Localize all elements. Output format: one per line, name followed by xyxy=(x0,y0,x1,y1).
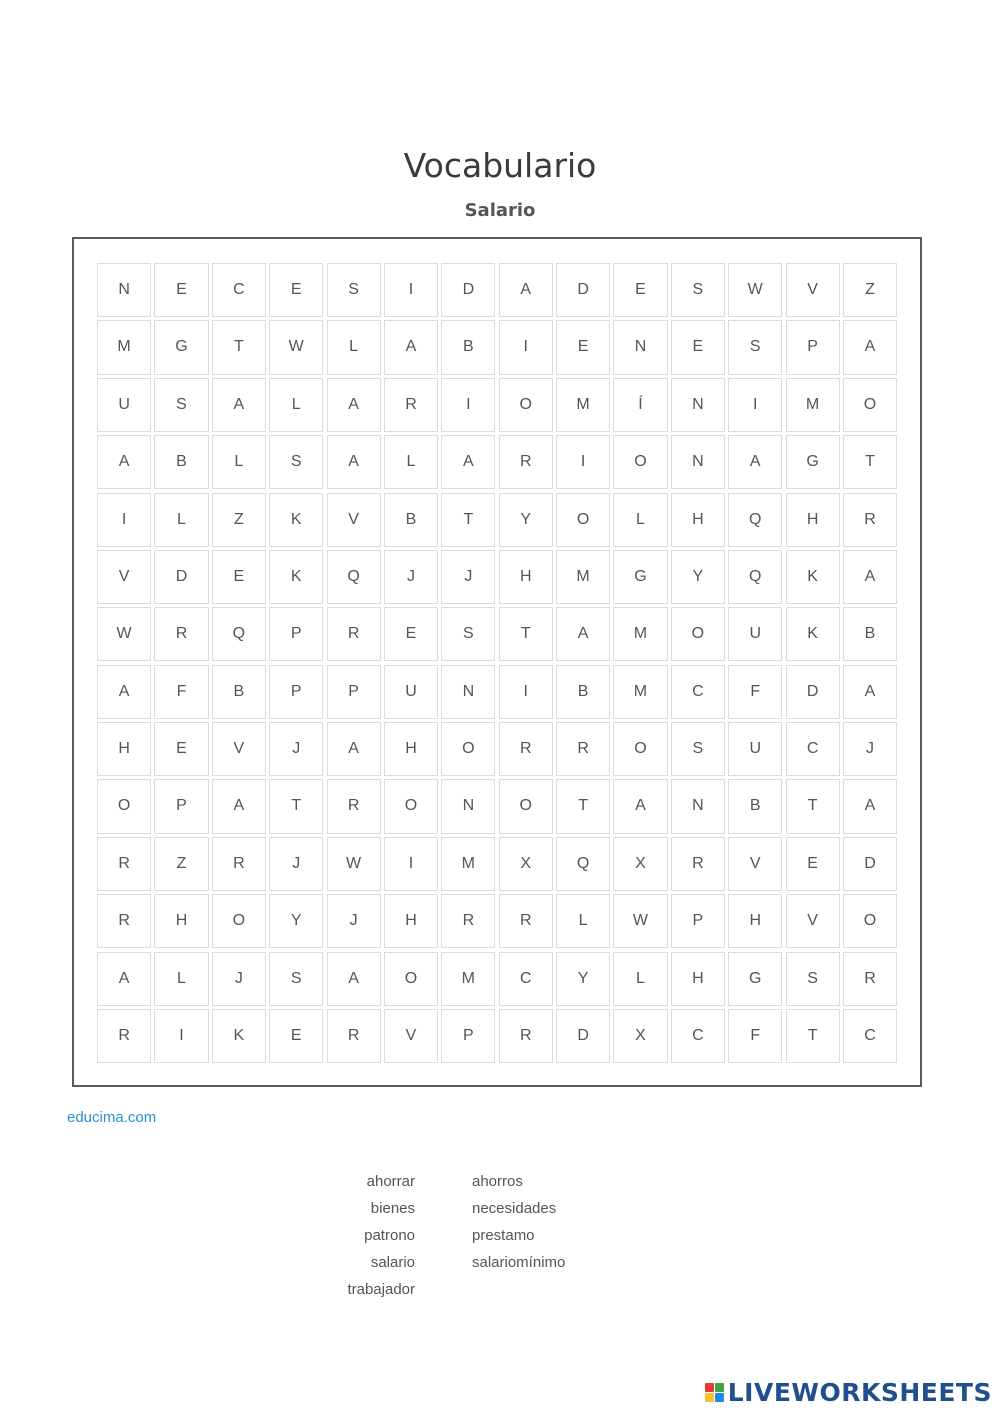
grid-cell[interactable]: G xyxy=(154,320,208,374)
grid-cell[interactable]: M xyxy=(613,607,667,661)
worksheet-subtitle: Salario xyxy=(464,200,536,221)
grid-cell[interactable]: X xyxy=(613,1009,667,1063)
grid-cell[interactable]: S xyxy=(327,263,381,317)
grid-cell[interactable]: L xyxy=(327,320,381,374)
grid-cell[interactable]: C xyxy=(212,263,266,317)
word-list-item: trabajador xyxy=(347,1281,415,1298)
logo-square xyxy=(715,1393,724,1402)
grid-cell[interactable]: T xyxy=(212,320,266,374)
logo-square xyxy=(705,1393,714,1402)
grid-cell[interactable]: I xyxy=(384,263,438,317)
grid-cell[interactable]: N xyxy=(671,435,725,489)
word-search-grid xyxy=(97,263,897,1063)
grid-cell[interactable]: O xyxy=(97,779,151,833)
grid-cell[interactable]: F xyxy=(154,665,208,719)
grid-cell[interactable]: H xyxy=(384,722,438,776)
grid-cell[interactable]: E xyxy=(384,607,438,661)
grid-cell[interactable]: R xyxy=(499,722,553,776)
grid-cell[interactable]: T xyxy=(843,435,897,489)
grid-cell[interactable]: D xyxy=(556,1009,610,1063)
grid-cell[interactable]: Y xyxy=(269,894,323,948)
grid-cell[interactable]: N xyxy=(671,779,725,833)
grid-cell[interactable]: L xyxy=(154,493,208,547)
grid-cell[interactable]: A xyxy=(384,320,438,374)
grid-cell[interactable]: E xyxy=(212,550,266,604)
grid-cell[interactable]: E xyxy=(269,263,323,317)
grid-cell[interactable]: A xyxy=(97,665,151,719)
grid-cell[interactable]: A xyxy=(843,665,897,719)
grid-cell[interactable]: I xyxy=(499,320,553,374)
grid-cell[interactable]: E xyxy=(613,263,667,317)
grid-cell[interactable]: V xyxy=(384,1009,438,1063)
grid-cell[interactable]: F xyxy=(728,1009,782,1063)
grid-cell[interactable]: A xyxy=(327,378,381,432)
grid-cell[interactable]: R xyxy=(97,1009,151,1063)
grid-cell[interactable]: A xyxy=(843,779,897,833)
grid-cell[interactable]: I xyxy=(154,1009,208,1063)
grid-cell[interactable]: N xyxy=(613,320,667,374)
grid-cell[interactable]: H xyxy=(671,952,725,1006)
grid-cell[interactable]: C xyxy=(499,952,553,1006)
grid-cell[interactable]: Q xyxy=(212,607,266,661)
grid-cell[interactable]: W xyxy=(613,894,667,948)
grid-cell[interactable]: R xyxy=(671,837,725,891)
grid-cell[interactable]: E xyxy=(154,263,208,317)
grid-cell[interactable]: L xyxy=(384,435,438,489)
grid-cell[interactable]: H xyxy=(97,722,151,776)
grid-cell[interactable]: V xyxy=(786,263,840,317)
grid-cell[interactable]: P xyxy=(327,665,381,719)
grid-cell[interactable]: B xyxy=(728,779,782,833)
grid-cell[interactable]: I xyxy=(97,493,151,547)
grid-cell[interactable]: H xyxy=(154,894,208,948)
grid-cell[interactable]: K xyxy=(786,607,840,661)
grid-cell[interactable]: S xyxy=(441,607,495,661)
grid-cell[interactable]: K xyxy=(786,550,840,604)
grid-cell[interactable]: E xyxy=(671,320,725,374)
grid-cell[interactable]: R xyxy=(154,607,208,661)
grid-cell[interactable]: I xyxy=(441,378,495,432)
grid-cell[interactable]: J xyxy=(269,837,323,891)
grid-cell[interactable]: A xyxy=(212,779,266,833)
grid-cell[interactable]: R xyxy=(499,894,553,948)
grid-cell[interactable]: O xyxy=(384,952,438,1006)
grid-cell[interactable]: P xyxy=(786,320,840,374)
grid-cell[interactable]: U xyxy=(384,665,438,719)
grid-cell[interactable]: R xyxy=(384,378,438,432)
grid-cell[interactable]: U xyxy=(97,378,151,432)
grid-cell[interactable]: D xyxy=(441,263,495,317)
grid-cell[interactable]: S xyxy=(786,952,840,1006)
grid-cell[interactable]: E xyxy=(269,1009,323,1063)
grid-cell[interactable]: S xyxy=(728,320,782,374)
grid-cell[interactable]: Z xyxy=(843,263,897,317)
grid-cell[interactable]: T xyxy=(441,493,495,547)
grid-cell[interactable]: P xyxy=(269,665,323,719)
liveworksheets-brand xyxy=(705,1378,992,1407)
logo-square xyxy=(705,1383,714,1392)
grid-cell[interactable]: O xyxy=(613,722,667,776)
grid-cell[interactable]: J xyxy=(269,722,323,776)
grid-cell[interactable]: U xyxy=(728,607,782,661)
logo-square xyxy=(715,1383,724,1392)
grid-cell[interactable]: I xyxy=(556,435,610,489)
grid-cell[interactable]: O xyxy=(441,722,495,776)
grid-cell[interactable]: W xyxy=(327,837,381,891)
grid-cell[interactable]: O xyxy=(384,779,438,833)
grid-cell[interactable]: K xyxy=(212,1009,266,1063)
grid-cell[interactable]: L xyxy=(613,493,667,547)
grid-cell[interactable]: R xyxy=(499,1009,553,1063)
grid-cell[interactable]: P xyxy=(154,779,208,833)
grid-cell[interactable]: B xyxy=(154,435,208,489)
grid-cell[interactable]: A xyxy=(327,435,381,489)
grid-cell[interactable]: I xyxy=(499,665,553,719)
grid-cell[interactable]: N xyxy=(441,779,495,833)
grid-cell[interactable]: C xyxy=(786,722,840,776)
grid-cell[interactable]: H xyxy=(728,894,782,948)
grid-cell[interactable]: A xyxy=(212,378,266,432)
grid-cell[interactable]: A xyxy=(843,320,897,374)
word-list-left xyxy=(300,1172,415,1307)
grid-cell[interactable]: R xyxy=(97,837,151,891)
grid-cell[interactable]: P xyxy=(441,1009,495,1063)
grid-cell[interactable]: Q xyxy=(327,550,381,604)
grid-cell[interactable]: A xyxy=(327,952,381,1006)
worksheet-title: Vocabulario xyxy=(403,146,597,185)
grid-cell[interactable]: O xyxy=(212,894,266,948)
grid-cell[interactable]: L xyxy=(613,952,667,1006)
grid-cell[interactable]: W xyxy=(97,607,151,661)
grid-cell[interactable]: R xyxy=(97,894,151,948)
grid-cell[interactable]: S xyxy=(154,378,208,432)
word-list-item: prestamo xyxy=(472,1227,535,1244)
grid-cell[interactable]: E xyxy=(154,722,208,776)
grid-cell[interactable]: J xyxy=(327,894,381,948)
grid-cell[interactable]: Q xyxy=(728,550,782,604)
grid-cell[interactable]: D xyxy=(154,550,208,604)
grid-cell[interactable]: K xyxy=(269,493,323,547)
grid-cell[interactable]: B xyxy=(441,320,495,374)
grid-cell[interactable]: K xyxy=(269,550,323,604)
grid-cell[interactable]: R xyxy=(327,1009,381,1063)
grid-cell[interactable]: M xyxy=(613,665,667,719)
grid-cell[interactable]: B xyxy=(384,493,438,547)
grid-cell[interactable]: I xyxy=(728,378,782,432)
grid-cell[interactable]: N xyxy=(97,263,151,317)
grid-cell[interactable]: M xyxy=(441,837,495,891)
grid-cell[interactable]: J xyxy=(441,550,495,604)
grid-cell[interactable]: L xyxy=(556,894,610,948)
grid-cell[interactable]: A xyxy=(441,435,495,489)
grid-cell[interactable]: X xyxy=(499,837,553,891)
grid-cell[interactable]: R xyxy=(327,779,381,833)
word-list-item: ahorros xyxy=(472,1173,523,1190)
grid-cell[interactable]: A xyxy=(613,779,667,833)
grid-cell[interactable]: O xyxy=(843,378,897,432)
grid-cell[interactable]: N xyxy=(441,665,495,719)
grid-cell[interactable]: B xyxy=(843,607,897,661)
grid-cell[interactable]: R xyxy=(556,722,610,776)
grid-cell[interactable]: T xyxy=(786,1009,840,1063)
grid-cell[interactable]: S xyxy=(269,952,323,1006)
grid-cell[interactable]: B xyxy=(212,665,266,719)
word-list-item: ahorrar xyxy=(366,1173,415,1190)
grid-cell[interactable]: J xyxy=(212,952,266,1006)
grid-cell[interactable]: Í xyxy=(613,378,667,432)
grid-cell[interactable]: L xyxy=(212,435,266,489)
grid-cell[interactable]: A xyxy=(97,952,151,1006)
source-link[interactable]: educima.com xyxy=(67,1109,157,1126)
grid-cell[interactable]: R xyxy=(327,607,381,661)
word-list-item: necesidades xyxy=(472,1200,557,1217)
grid-cell[interactable]: O xyxy=(843,894,897,948)
word-list-right xyxy=(472,1172,672,1280)
grid-cell[interactable]: Q xyxy=(556,837,610,891)
word-list-item: salariomínimo xyxy=(472,1254,566,1271)
grid-cell[interactable]: T xyxy=(786,779,840,833)
grid-cell[interactable]: H xyxy=(671,493,725,547)
grid-cell[interactable]: Q xyxy=(728,493,782,547)
grid-cell[interactable]: D xyxy=(843,837,897,891)
grid-cell[interactable]: R xyxy=(441,894,495,948)
word-list-item: bienes xyxy=(370,1200,415,1217)
grid-cell[interactable]: V xyxy=(97,550,151,604)
grid-cell[interactable]: O xyxy=(556,493,610,547)
grid-cell[interactable]: T xyxy=(556,779,610,833)
grid-cell[interactable]: X xyxy=(613,837,667,891)
grid-cell[interactable]: G xyxy=(613,550,667,604)
grid-cell[interactable]: B xyxy=(556,665,610,719)
grid-cell[interactable]: O xyxy=(499,779,553,833)
grid-cell[interactable]: F xyxy=(728,665,782,719)
grid-cell[interactable]: V xyxy=(786,894,840,948)
grid-cell[interactable]: P xyxy=(671,894,725,948)
grid-cell[interactable]: M xyxy=(441,952,495,1006)
grid-cell[interactable]: G xyxy=(728,952,782,1006)
grid-cell[interactable]: P xyxy=(269,607,323,661)
grid-cell[interactable]: S xyxy=(671,263,725,317)
grid-cell[interactable]: A xyxy=(556,607,610,661)
grid-cell[interactable]: Y xyxy=(556,952,610,1006)
grid-cell[interactable]: E xyxy=(786,837,840,891)
grid-cell[interactable]: O xyxy=(499,378,553,432)
word-list-item: patrono xyxy=(364,1227,415,1244)
grid-cell[interactable]: C xyxy=(671,1009,725,1063)
grid-cell[interactable]: A xyxy=(97,435,151,489)
grid-cell[interactable]: A xyxy=(728,435,782,489)
grid-cell[interactable]: Z xyxy=(154,837,208,891)
grid-cell[interactable]: V xyxy=(728,837,782,891)
grid-cell[interactable]: S xyxy=(269,435,323,489)
grid-cell[interactable]: V xyxy=(327,493,381,547)
grid-cell[interactable]: W xyxy=(728,263,782,317)
grid-cell[interactable]: G xyxy=(786,435,840,489)
grid-cell[interactable]: R xyxy=(843,952,897,1006)
grid-cell[interactable]: A xyxy=(499,263,553,317)
grid-cell[interactable]: V xyxy=(212,722,266,776)
grid-cell[interactable]: M xyxy=(97,320,151,374)
grid-cell[interactable]: A xyxy=(327,722,381,776)
grid-cell[interactable]: H xyxy=(384,894,438,948)
grid-cell[interactable]: Z xyxy=(212,493,266,547)
grid-cell[interactable]: O xyxy=(671,607,725,661)
grid-cell[interactable]: C xyxy=(671,665,725,719)
grid-cell[interactable]: O xyxy=(613,435,667,489)
grid-cell[interactable]: S xyxy=(671,722,725,776)
grid-cell[interactable]: H xyxy=(786,493,840,547)
grid-cell[interactable]: R xyxy=(212,837,266,891)
grid-cell[interactable]: C xyxy=(843,1009,897,1063)
grid-cell[interactable]: R xyxy=(499,435,553,489)
grid-cell[interactable]: J xyxy=(384,550,438,604)
brand-name: LIVEWORKSHEETS xyxy=(727,1378,992,1407)
grid-cell[interactable]: D xyxy=(786,665,840,719)
grid-cell[interactable]: T xyxy=(499,607,553,661)
grid-cell[interactable]: W xyxy=(269,320,323,374)
grid-cell[interactable]: L xyxy=(154,952,208,1006)
grid-cell[interactable]: I xyxy=(384,837,438,891)
grid-cell[interactable]: N xyxy=(671,378,725,432)
grid-cell[interactable]: Y xyxy=(671,550,725,604)
liveworksheets-logo-icon xyxy=(705,1383,724,1402)
grid-cell[interactable]: D xyxy=(556,263,610,317)
grid-cell[interactable]: U xyxy=(728,722,782,776)
grid-cell[interactable]: R xyxy=(843,493,897,547)
grid-cell[interactable]: A xyxy=(843,550,897,604)
word-list-item: salario xyxy=(370,1254,415,1271)
grid-cell[interactable]: T xyxy=(269,779,323,833)
grid-cell[interactable]: M xyxy=(786,378,840,432)
grid-cell[interactable]: H xyxy=(499,550,553,604)
grid-cell[interactable]: M xyxy=(556,550,610,604)
grid-cell[interactable]: M xyxy=(556,378,610,432)
grid-cell[interactable]: Y xyxy=(499,493,553,547)
grid-cell[interactable]: J xyxy=(843,722,897,776)
grid-cell[interactable]: E xyxy=(556,320,610,374)
grid-cell[interactable]: L xyxy=(269,378,323,432)
